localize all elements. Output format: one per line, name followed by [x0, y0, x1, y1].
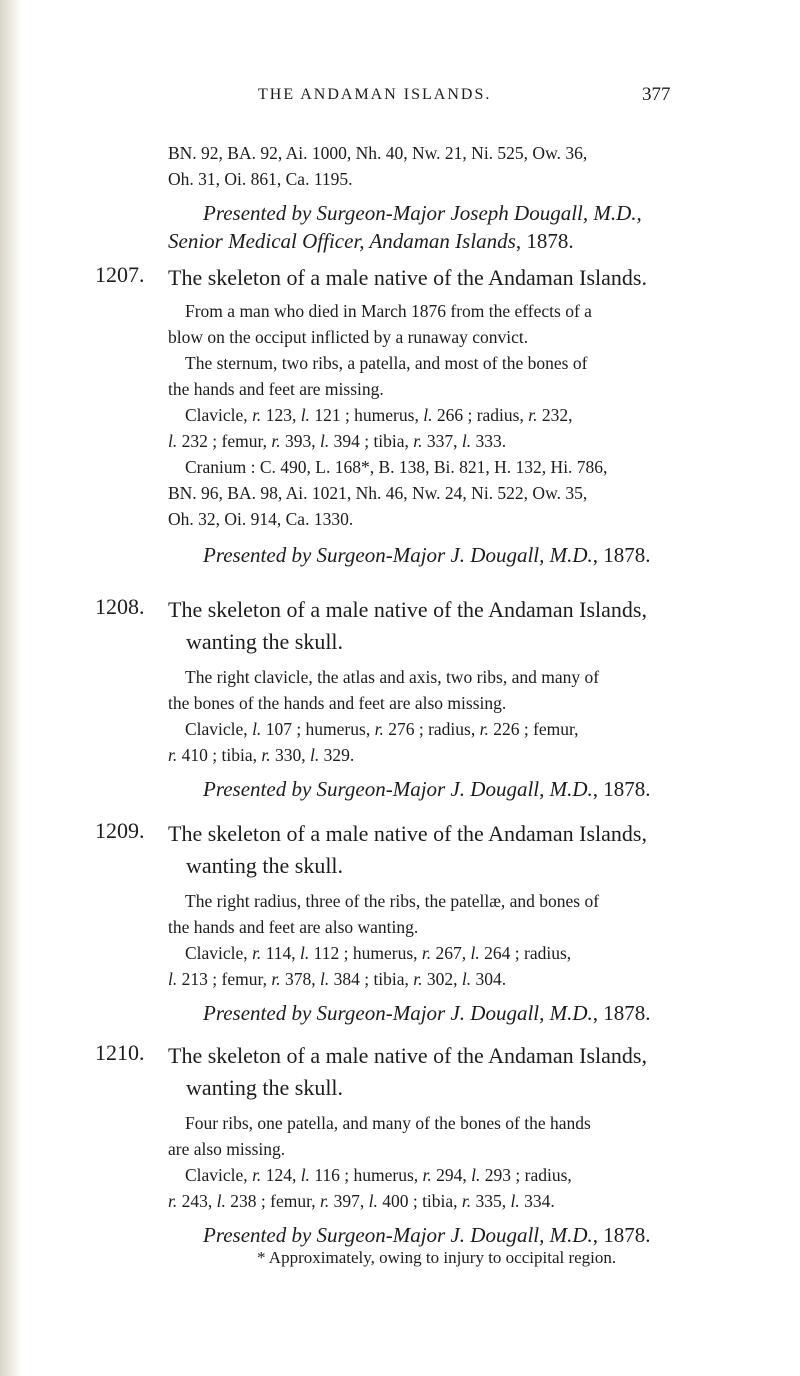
entry-note: the bones of the hands and feet are also missing.	[168, 693, 507, 713]
entry-note: are also missing.	[168, 1139, 286, 1159]
presented-by: Presented by Surgeon-Major Joseph Dougall, M.D.,	[203, 201, 642, 225]
cranium-measurements: Oh. 32, Oi. 914, Ca. 1330.	[168, 509, 354, 529]
bone-measurements: Clavicle, r. 123, l. 121 ; humerus, l. 266 ; radius, r. 232,	[185, 405, 573, 425]
entry-title: The skeleton of a male native of the Andaman Islands,	[168, 821, 647, 846]
page-number: 377	[642, 84, 671, 105]
presented-by: Senior Medical Officer, Andaman Islands, 1878.	[168, 229, 574, 253]
entry-note: From a man who died in March 1876 from the effects of a	[185, 301, 592, 321]
entry-number: 1208.	[95, 594, 145, 619]
entry-note: The right clavicle, the atlas and axis, two ribs, and many of	[185, 667, 600, 687]
bone-measurements: Clavicle, r. 124, l. 116 ; humerus, r. 294, l. 293 ; radius,	[185, 1165, 572, 1185]
bone-measurements: r. 243, l. 238 ; femur, r. 397, l. 400 ; tibia, r. 335, l. 334.	[168, 1191, 555, 1211]
entry-note: The sternum, two ribs, a patella, and most of the bones of	[185, 353, 588, 373]
entry-number: 1209.	[95, 818, 145, 843]
entry-number: 1207.	[95, 262, 145, 287]
footnote: * Approximately, owing to injury to occipital region.	[257, 1248, 617, 1267]
entry-title: The skeleton of a male native of the Andaman Islands.	[168, 265, 647, 290]
running-head: THE ANDAMAN ISLANDS.	[258, 86, 492, 103]
entry-number: 1210.	[95, 1040, 145, 1065]
bone-measurements: r. 410 ; tibia, r. 330, l. 329.	[168, 745, 355, 765]
entry-note: the hands and feet are missing.	[168, 379, 384, 399]
cranium-measurements: Cranium : C. 490, L. 168*, B. 138, Bi. 821, H. 132, Hi. 786,	[185, 457, 608, 477]
bone-measurements: Clavicle, r. 114, l. 112 ; humerus, r. 267, l. 264 ; radius,	[185, 943, 572, 963]
entry-note: The right radius, three of the ribs, the patellæ, and bones of	[185, 891, 600, 911]
entry-title: wanting the skull.	[186, 629, 344, 654]
page-header	[0, 86, 800, 116]
presented-by: Presented by Surgeon-Major J. Dougall, M.D., 1878.	[203, 777, 651, 801]
presented-by: Presented by Surgeon-Major J. Dougall, M.D., 1878.	[203, 543, 651, 567]
presented-by: Presented by Surgeon-Major J. Dougall, M.D., 1878.	[203, 1223, 651, 1247]
bone-measurements: Clavicle, l. 107 ; humerus, r. 276 ; radius, r. 226 ; femur,	[185, 719, 579, 739]
measurements-line: BN. 92, BA. 92, Ai. 1000, Nh. 40, Nw. 21, Ni. 525, Ow. 36,	[168, 143, 588, 163]
entry-note: the hands and feet are also wanting.	[168, 917, 419, 937]
entry-title: wanting the skull.	[186, 853, 344, 878]
measurements-line: Oh. 31, Oi. 861, Ca. 1195.	[168, 169, 353, 189]
entry-title: wanting the skull.	[186, 1075, 344, 1100]
entry-title: The skeleton of a male native of the Andaman Islands,	[168, 597, 647, 622]
entry-note: blow on the occiput inflicted by a runaway convict.	[168, 327, 529, 347]
presented-by: Presented by Surgeon-Major J. Dougall, M.D., 1878.	[203, 1001, 651, 1025]
cranium-measurements: BN. 96, BA. 98, Ai. 1021, Nh. 46, Nw. 24, Ni. 522, Ow. 35,	[168, 483, 588, 503]
bone-measurements: l. 213 ; femur, r. 378, l. 384 ; tibia, r. 302, l. 304.	[168, 969, 507, 989]
entry-title: The skeleton of a male native of the Andaman Islands,	[168, 1043, 647, 1068]
bone-measurements: l. 232 ; femur, r. 393, l. 394 ; tibia, r. 337, l. 333.	[168, 431, 507, 451]
entry-note: Four ribs, one patella, and many of the bones of the hands	[185, 1113, 591, 1133]
